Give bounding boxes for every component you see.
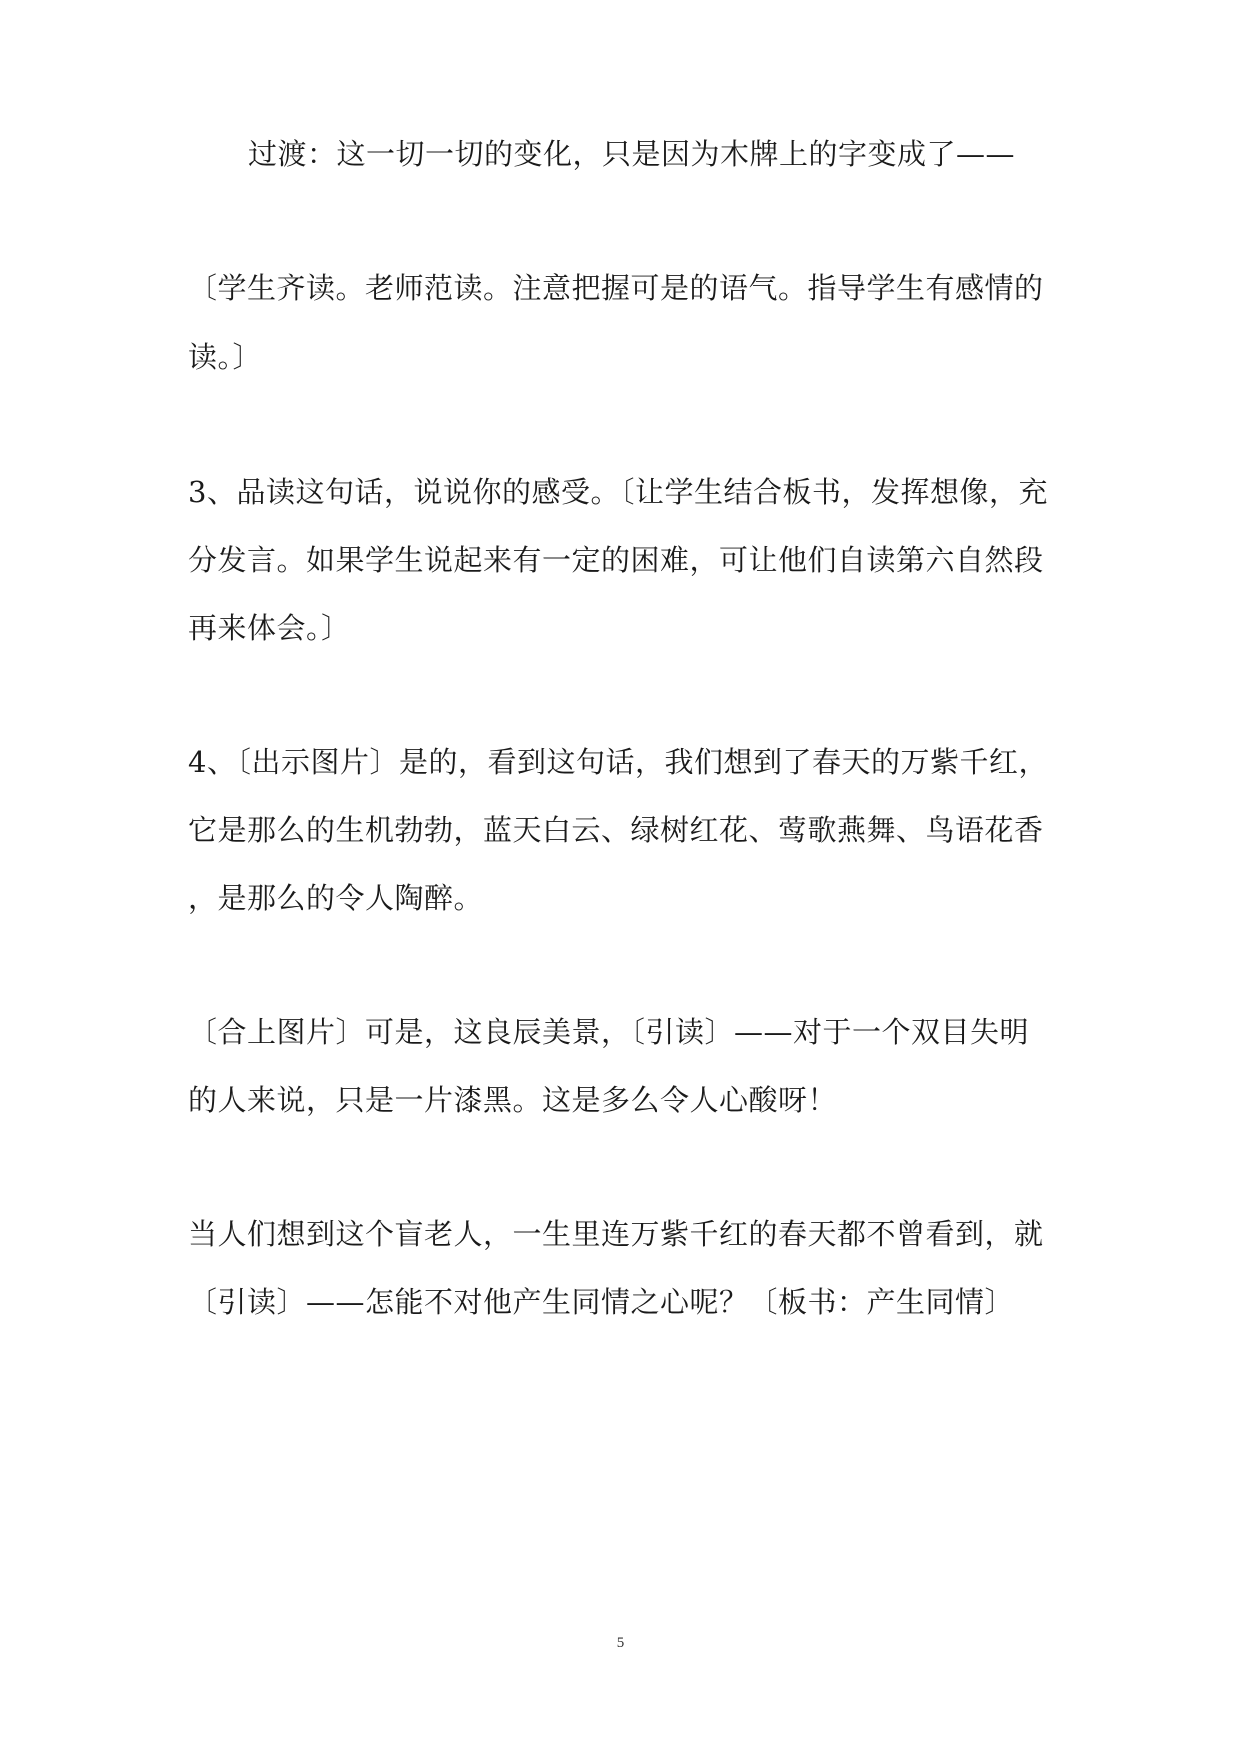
page-number: 5 — [616, 1635, 625, 1651]
paragraph-step4-line-1: 4、〔出示图片〕是的，看到这句话，我们想到了春天的万紫千红， — [188, 745, 1048, 779]
paragraph-sympathy-line-1: 当人们想到这个盲老人，一生里连万紫千红的春天都不曾看到，就 — [188, 1217, 1044, 1251]
paragraph-sympathy-line-2: 〔引读〕——怎能不对他产生同情之心呢？〔板书：产生同情〕 — [188, 1285, 1015, 1319]
paragraph-close-picture-line-2: 的人来说，只是一片漆黑。这是多么令人心酸呀！ — [188, 1083, 838, 1117]
paragraph-transition-line: 过渡：这一切一切的变化，只是因为木牌上的字变成了—— — [248, 137, 1016, 171]
paragraph-step3-line-3: 再来体会。〕 — [188, 611, 351, 645]
paragraph-close-picture-line-1: 〔合上图片〕可是，这良辰美景，〔引读〕——对于一个双目失明 — [188, 1015, 1030, 1049]
paragraph-reading-line-2: 读。〕 — [188, 340, 263, 374]
paragraph-step4-line-3: ，是那么的令人陶醉。 — [188, 881, 484, 915]
paragraph-step3-line-1: 3、品读这句话，说说你的感受。〔让学生结合板书，发挥想像，充 — [188, 475, 1048, 509]
paragraph-step4-line-2: 它是那么的生机勃勃，蓝天白云、绿树红花、莺歌燕舞、鸟语花香 — [188, 813, 1044, 847]
paragraph-reading-line-1: 〔学生齐读。老师范读。注意把握可是的语气。指导学生有感情的 — [188, 271, 1044, 305]
paragraph-step3-line-2: 分发言。如果学生说起来有一定的困难，可让他们自读第六自然段 — [188, 543, 1044, 577]
